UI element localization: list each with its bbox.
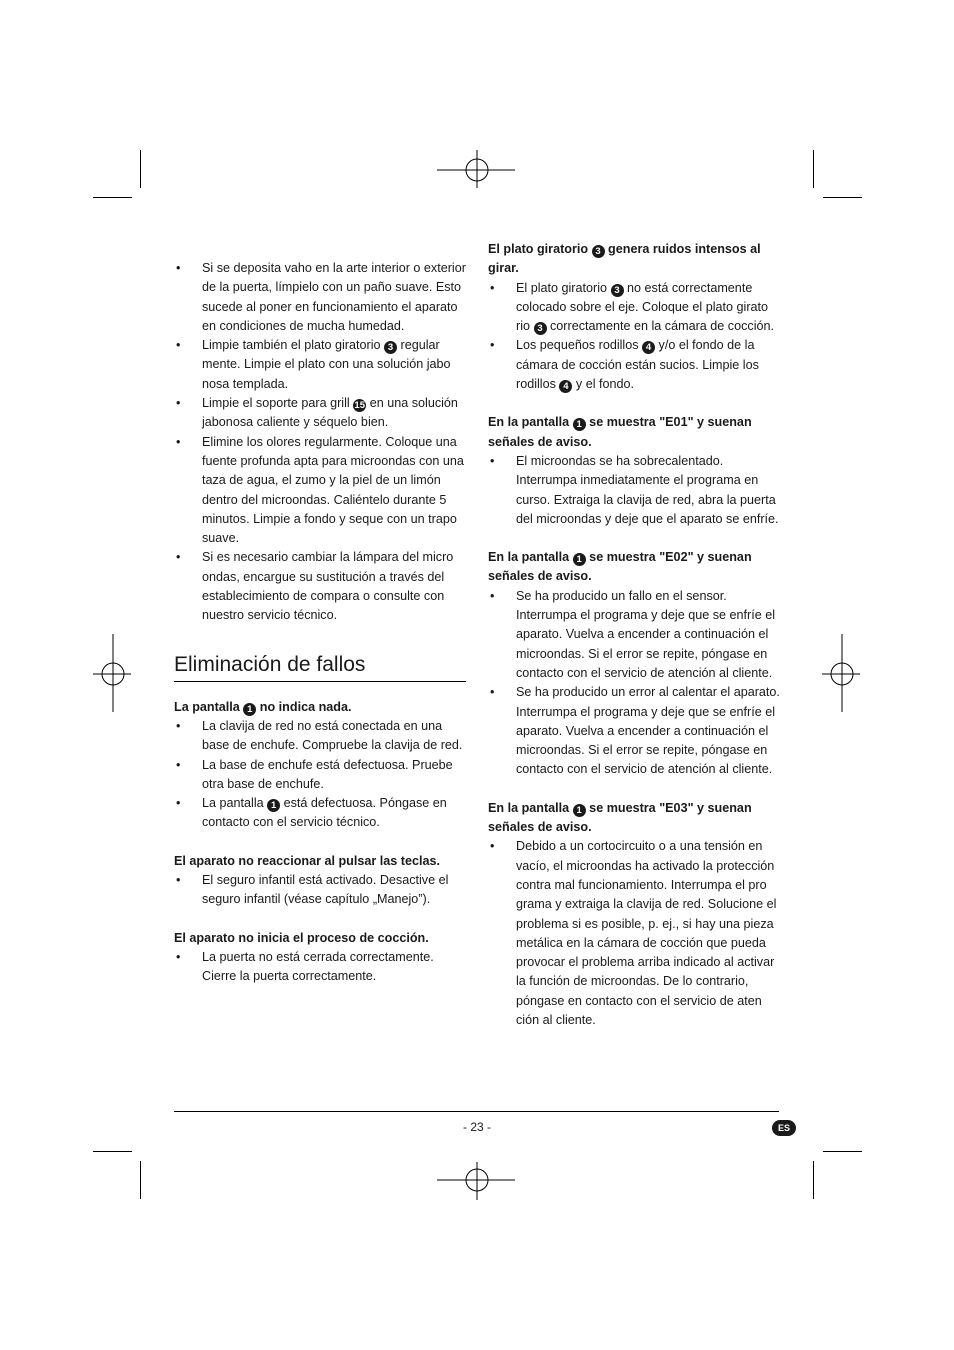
trouble-section [488,548,784,780]
text: En la pantalla [488,550,573,565]
bullet-list [174,948,466,987]
text: Limpie también el plato giratorio [202,338,385,353]
section-heading [174,852,466,871]
text: y el fondo. [572,377,635,392]
text: correctamente en la cámara de cocción. [546,319,774,334]
bullet-item [174,433,466,549]
section-title: Eliminación de fallos [174,650,466,682]
trouble-section [174,929,466,987]
text: En la pantalla [488,415,573,430]
text: se muestra "E02" y suenan señales de aviso. [488,550,752,584]
part-number-icon: 1 [573,553,586,566]
part-number-icon: 3 [592,245,605,258]
text: está defectuosa. Póngase en contacto con el servicio técnico. [202,796,447,830]
bullet-item [174,794,466,833]
part-number-icon: 1 [243,703,256,716]
trouble-section [488,799,784,1031]
text: Si es necesario cambiar la lámpara del micro ondas, encargue su sustitución a través del establecimiento de compara o consulte con nuestro servicio técnico. [202,550,454,623]
text: Elimine los olores regularmente. Coloque una fuente profunda apta para microondas con una taza de agua, el zumo y la piel de un limón dentro del microondas. Caliéntelo durante 5 minutos. Limpie a fondo y seque con un trapo suave. [202,434,464,546]
text: La clavija de red no está conectada en una base de enchufe. Compruebe la clavija de red. [202,718,463,753]
registration-mark [437,1162,517,1202]
crop-mark [140,150,141,188]
part-number-icon: 15 [354,400,365,412]
bullet-item [174,259,466,336]
text: regular mente. Limpie el plato con una solución jabo nosa templada. [202,338,451,391]
bullet-list [488,587,784,780]
text: La base de enchufe está defectuosa. Pruebe otra base de enchufe. [202,757,453,791]
crop-mark [823,1151,862,1152]
text: El aparato no inicia el proceso de cocción. [174,930,429,945]
bullet-item [488,587,784,683]
part-number-icon: 4 [559,380,572,393]
crop-mark [93,1151,132,1152]
part-number-icon: 3 [534,322,547,335]
text: no indica nada. [256,699,352,714]
section-heading [174,929,466,948]
text: El plato giratorio [488,242,592,256]
bullet-list [488,279,784,395]
text: La pantalla [202,796,268,811]
bullet-item [174,717,466,756]
text: y/o el fondo de la cámara de cocción están sucios. Limpie los rodillos [516,338,759,392]
text: Limpie el soporte para grill [202,396,354,411]
left-column [174,259,466,987]
crop-mark [823,197,862,198]
section-heading [488,799,784,838]
text: Debido a un cortocircuito o a una tensión en vacío, el microondas ha activado la protección contra mal funcionamiento. Interrumpa el pro grama y extraiga la clavija de red. Solucione el problema si es posible, p. ej., si hay una pieza metálica en la cámara de cocción que pueda provocar el problema arriba indicado al activar la función de microondas. De lo contrario, póngase en contacto con el servicio de aten ción al cliente. [516,839,777,1027]
bullet-item [174,394,466,433]
footer-rule [174,1111,779,1112]
part-number-icon: 1 [573,804,586,817]
text: se muestra "E03" y suenan señales de aviso. [488,800,752,835]
part-number-icon: 4 [642,341,655,354]
text: Se ha producido un fallo en el sensor. Interrumpa el programa y deje que se enfríe el aparato. Vuelva a encender a continuación el microondas. Si el error se repite, póngase en contacto con el servicio de atención al cliente. [516,588,776,680]
part-number-icon: 1 [573,418,586,431]
section-heading [488,240,784,279]
section-heading [174,698,466,717]
part-number-icon: 3 [384,341,397,354]
bullet-item [488,837,784,1030]
text: El aparato no reaccionar al pulsar las teclas. [174,853,440,868]
registration-mark [822,634,862,714]
text: en una solución jabonosa caliente y séquelo bien. [202,396,458,430]
bullet-list [488,837,784,1030]
trouble-section [174,698,466,833]
right-sections [488,240,784,1030]
part-number-icon: 1 [267,799,280,812]
text: El plato giratorio [516,280,611,295]
language-badge: ES [772,1120,796,1136]
trouble-section [488,413,784,529]
text: La pantalla [174,699,244,714]
text: Si se deposita vaho en la arte interior o exterior de la puerta, límpielo con un paño suave. Esto sucede al poner en funcionamiento el aparato en condiciones de mucha humedad. [202,261,466,333]
bullet-item [488,452,784,529]
text: El seguro infantil está activado. Desactive el seguro infantil (véase capítulo „Manejo”). [202,873,449,907]
crop-mark [93,197,132,198]
text: El microondas se ha sobrecalentado. Interrumpa inmediatamente el programa en curso. Extraiga la clavija de red, abra la puerta del microondas y deje que el aparato se enfríe. [516,453,779,526]
right-column [488,240,784,1030]
crop-mark [140,1161,141,1199]
trouble-section [488,240,784,394]
text: no está correctamente colocado sobre el eje. Coloque el plato girato rio [516,280,769,334]
registration-mark [437,150,517,190]
text: se muestra "E01" y suenan señales de aviso. [488,415,752,449]
crop-mark [813,1161,814,1199]
care-bullets [174,259,466,626]
bullet-item [174,336,466,394]
page-number: - 23 - [462,1120,491,1134]
bullet-item [174,756,466,795]
crop-mark [813,150,814,188]
bullet-item [488,336,784,394]
registration-mark [93,634,133,714]
section-heading [488,548,784,587]
text: En la pantalla [488,800,573,815]
bullet-list [174,871,466,910]
part-number-icon: 3 [611,284,624,297]
bullet-item [488,279,784,337]
bullet-item [488,683,784,779]
bullet-list [488,452,784,529]
section-heading [488,413,784,452]
trouble-section [174,852,466,910]
text: Se ha producido un error al calentar el aparato. Interrumpa el programa y deje que se enfríe el aparato. Vuelva a encender a continuación el microondas. Si el error se repite, póngase en contacto con el servicio de atención al cliente. [516,685,780,777]
bullet-item [174,871,466,910]
text: Los pequeños rodillos [516,338,643,353]
bullet-item [174,548,466,625]
left-sections [174,698,466,987]
text: genera ruidos intensos al girar. [488,242,761,276]
text: La puerta no está cerrada correctamente. Cierre la puerta correctamente. [202,949,434,984]
bullet-list [174,717,466,833]
bullet-item [174,948,466,987]
